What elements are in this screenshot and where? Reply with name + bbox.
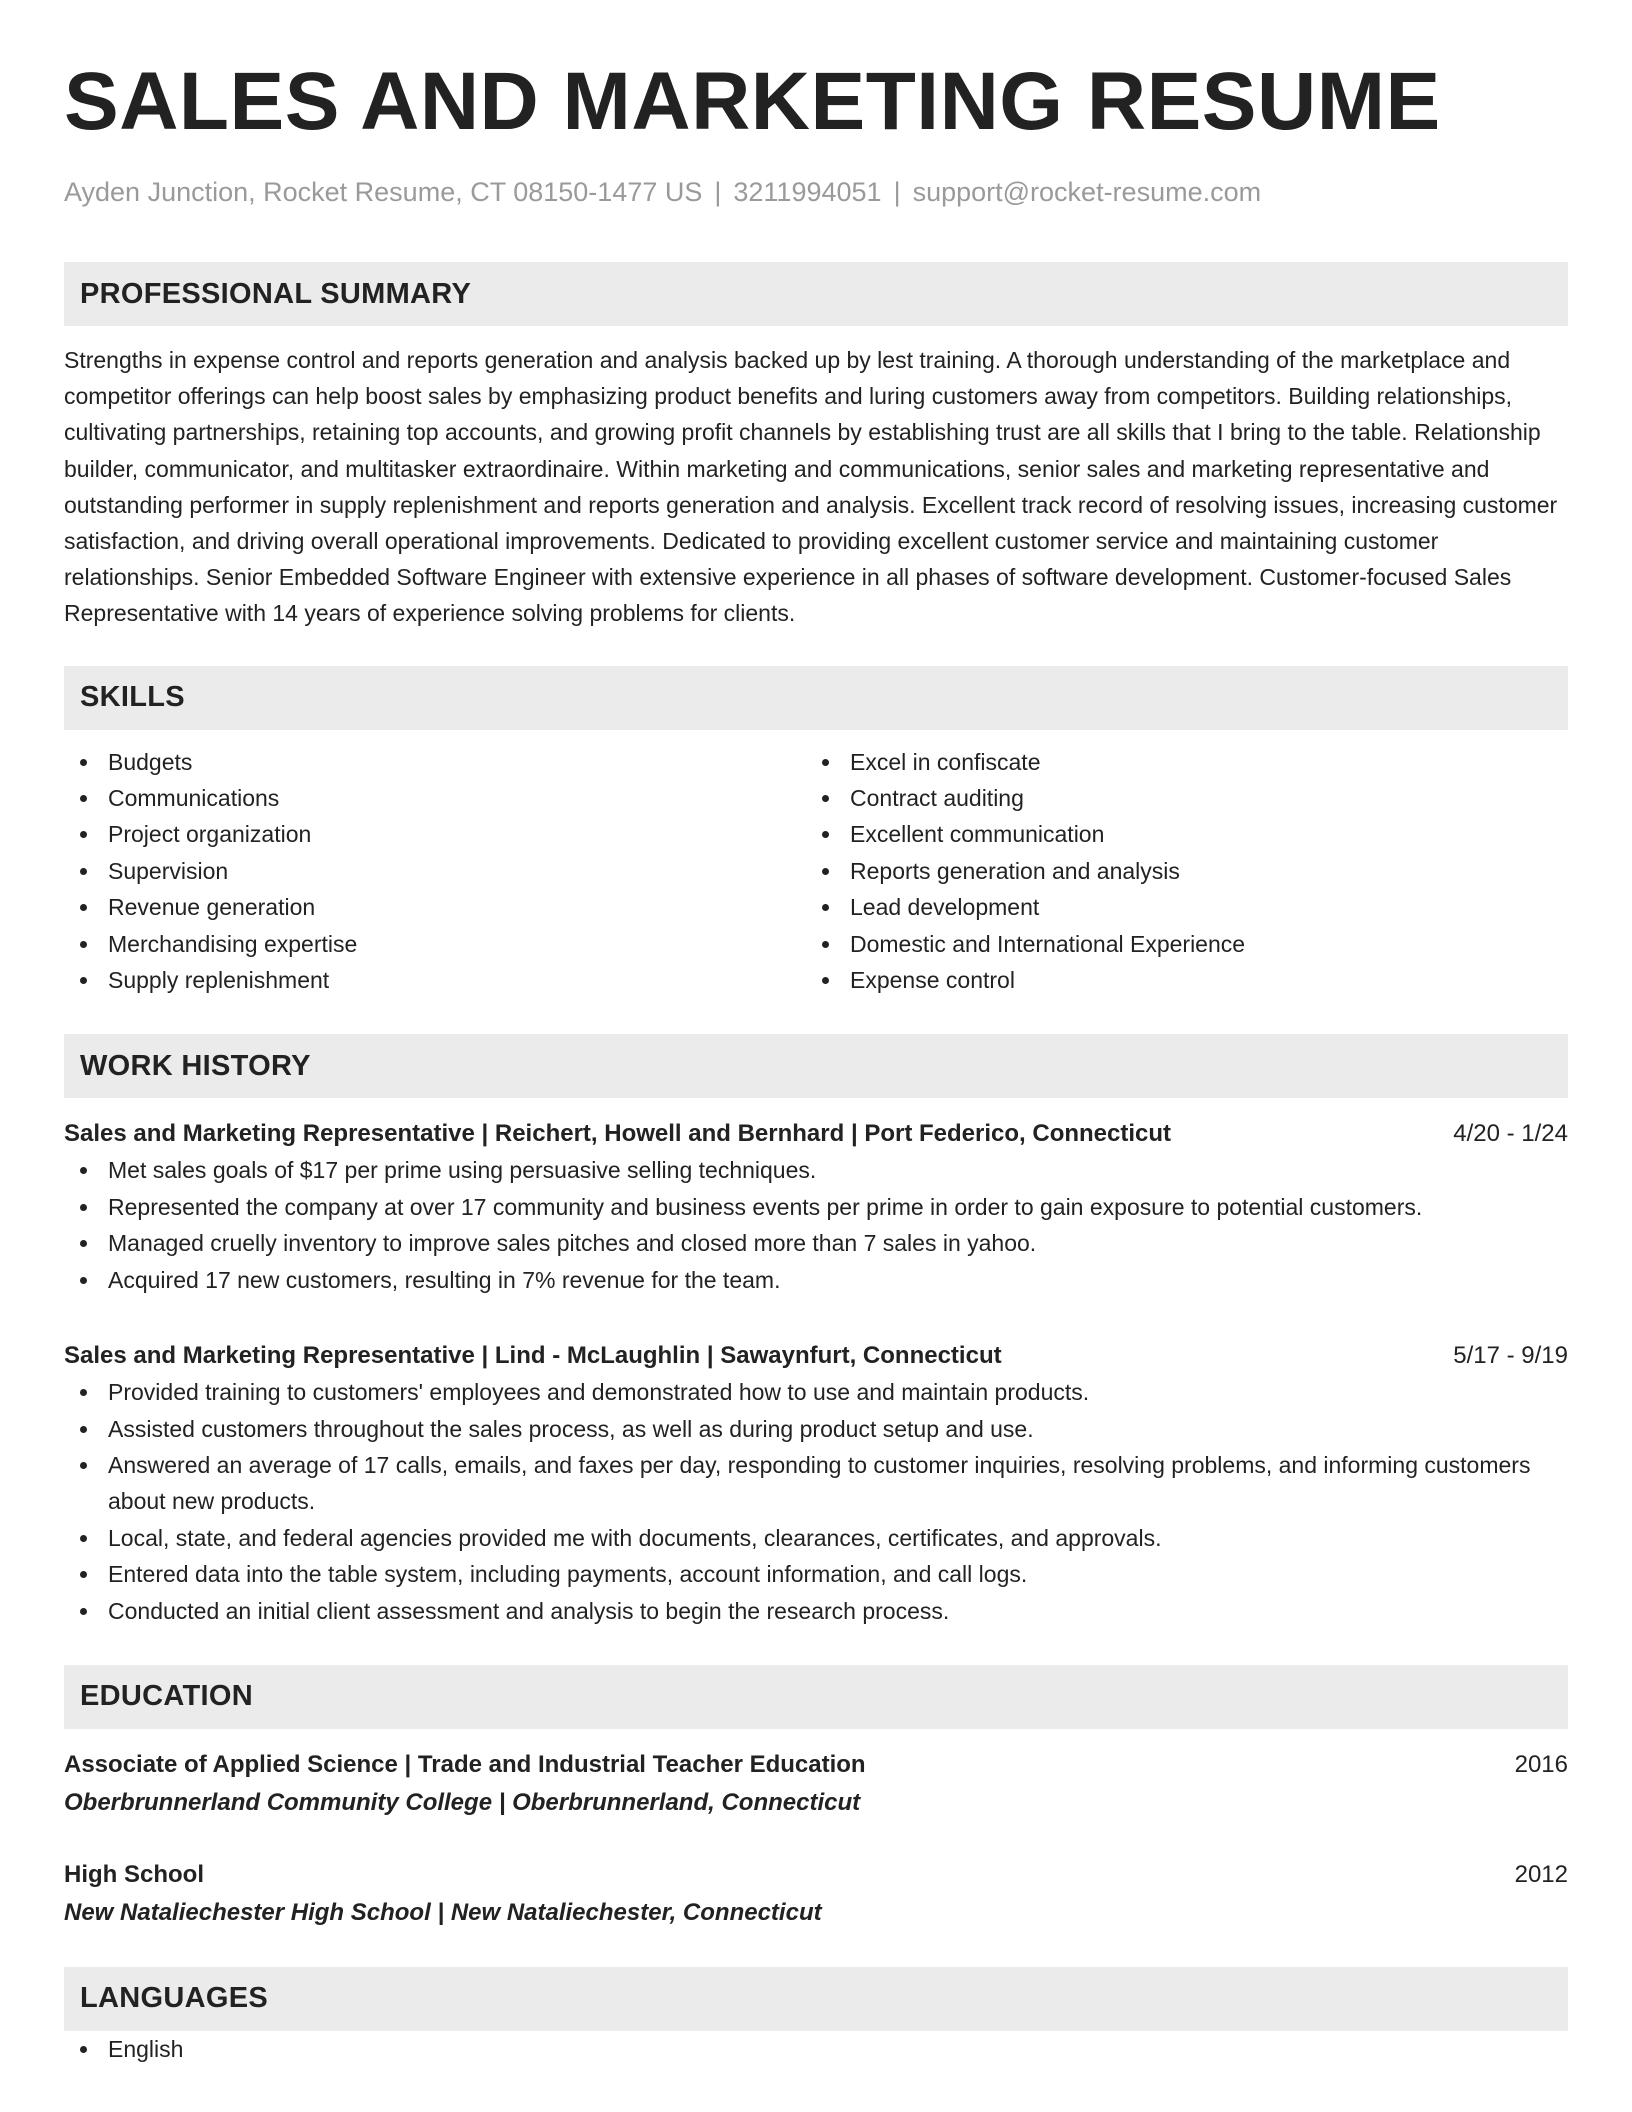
job-title: Sales and Marketing Representative | Lind - McLaughlin | Sawaynfurt, Connecticut (64, 1342, 1002, 1370)
skill-item: Communications (64, 780, 806, 816)
skill-item: Budgets (64, 744, 806, 780)
job-header (64, 1116, 1568, 1152)
education-school: Oberbrunnerland Community College | Oberbrunnerland, Connecticut (64, 1788, 861, 1816)
skills-list (64, 744, 1568, 999)
skill-item: Lead development (806, 889, 1548, 925)
skill-item: Merchandising expertise (64, 926, 806, 962)
skill-item: Domestic and International Experience (806, 926, 1548, 962)
resume-title: SALES AND MARKETING RESUME (64, 56, 1441, 147)
job-bullet: Acquired 17 new customers, resulting in 7% revenue for the team. (64, 1262, 1568, 1298)
section-heading-skills: SKILLS (64, 666, 1568, 730)
contact-separator: | (893, 177, 901, 207)
summary-text: Strengths in expense control and reports generation and analysis backed up by lest training. A thorough understanding of the marketplace and competitor offerings can help boost sales by emphasizing product benefits and luring customers away from competitors. Building relationships, cultivating partnerships, retaining top accounts, and growing profit channels by establishing trust are all skills that I bring to the table. Relationship builder, communicator, and multitasker extraordinaire. Within marketing and communications, senior sales and marketing representative and outstanding performer in supply replenishment and reports generation and analysis. Excellent track record of resolving issues, increasing customer satisfaction, and driving overall operational improvements. Dedicated to providing excellent customer service and maintaining customer relationships. Senior Embedded Software Engineer with extensive experience in all phases of software development. Customer-focused Sales Representative with 14 years of experience solving problems for clients. (64, 347, 1558, 627)
skill-item: Excel in confiscate (806, 744, 1548, 780)
education-header (64, 1857, 1568, 1893)
contact-address: Ayden Junction, Rocket Resume, CT 08150-1477 US (64, 177, 703, 207)
job-bullet: Entered data into the table system, including payments, account information, and call logs. (64, 1556, 1568, 1592)
education-year: 2016 (1514, 1750, 1568, 1778)
skill-item: Contract auditing (806, 780, 1548, 816)
section-heading-education: EDUCATION (64, 1665, 1568, 1729)
education-school: New Nataliechester High School | New Nataliechester, Connecticut (64, 1898, 822, 1926)
job-bullet: Assisted customers throughout the sales process, as well as during product setup and use. (64, 1411, 1568, 1447)
job-dates: 4/20 - 1/24 (1453, 1120, 1568, 1148)
skills-column-right (806, 744, 1548, 999)
job-title: Sales and Marketing Representative | Reichert, Howell and Bernhard | Port Federico, Connecticut (64, 1120, 1172, 1148)
job-bullets (64, 1152, 1568, 1298)
contact-phone: 3211994051 (733, 177, 882, 207)
language-item: English (64, 2031, 1568, 2067)
skill-item: Supply replenishment (64, 962, 806, 998)
contact-line (64, 174, 1568, 210)
job-bullet: Local, state, and federal agencies provided me with documents, clearances, certificates, and approvals. (64, 1520, 1568, 1556)
education-degree: High School (64, 1860, 204, 1888)
education-degree: Associate of Applied Science | Trade and Industrial Teacher Education (64, 1750, 866, 1778)
skill-item: Supervision (64, 853, 806, 889)
section-heading-languages: LANGUAGES (64, 1967, 1568, 2031)
skill-item: Excellent communication (806, 816, 1548, 852)
job-dates: 5/17 - 9/19 (1453, 1342, 1568, 1370)
job-bullet: Represented the company at over 17 community and business events per prime in order to gain exposure to potential customers. (64, 1189, 1568, 1225)
contact-email: support@rocket-resume.com (912, 177, 1262, 207)
skills-column-left (64, 744, 806, 999)
section-heading-work-history: WORK HISTORY (64, 1034, 1568, 1098)
education-header (64, 1747, 1568, 1783)
job-bullet: Conducted an initial client assessment and analysis to begin the research process. (64, 1593, 1568, 1629)
languages-list (64, 2031, 1568, 2067)
skill-item: Project organization (64, 816, 806, 852)
job-bullet: Provided training to customers' employees and demonstrated how to use and maintain products. (64, 1374, 1568, 1410)
job-bullet: Answered an average of 17 calls, emails, and faxes per day, responding to customer inquiries, resolving problems, and informing customers about new products. (64, 1447, 1568, 1520)
skill-item: Reports generation and analysis (806, 853, 1548, 889)
education-year: 2012 (1514, 1860, 1568, 1888)
section-heading-summary: PROFESSIONAL SUMMARY (64, 262, 1568, 326)
job-bullet: Met sales goals of $17 per prime using persuasive selling techniques. (64, 1152, 1568, 1188)
contact-separator: | (714, 177, 722, 207)
skill-item: Revenue generation (64, 889, 806, 925)
skill-item: Expense control (806, 962, 1548, 998)
job-header (64, 1338, 1568, 1374)
job-bullets (64, 1374, 1568, 1629)
job-bullet: Managed cruelly inventory to improve sales pitches and closed more than 7 sales in yahoo. (64, 1225, 1568, 1261)
